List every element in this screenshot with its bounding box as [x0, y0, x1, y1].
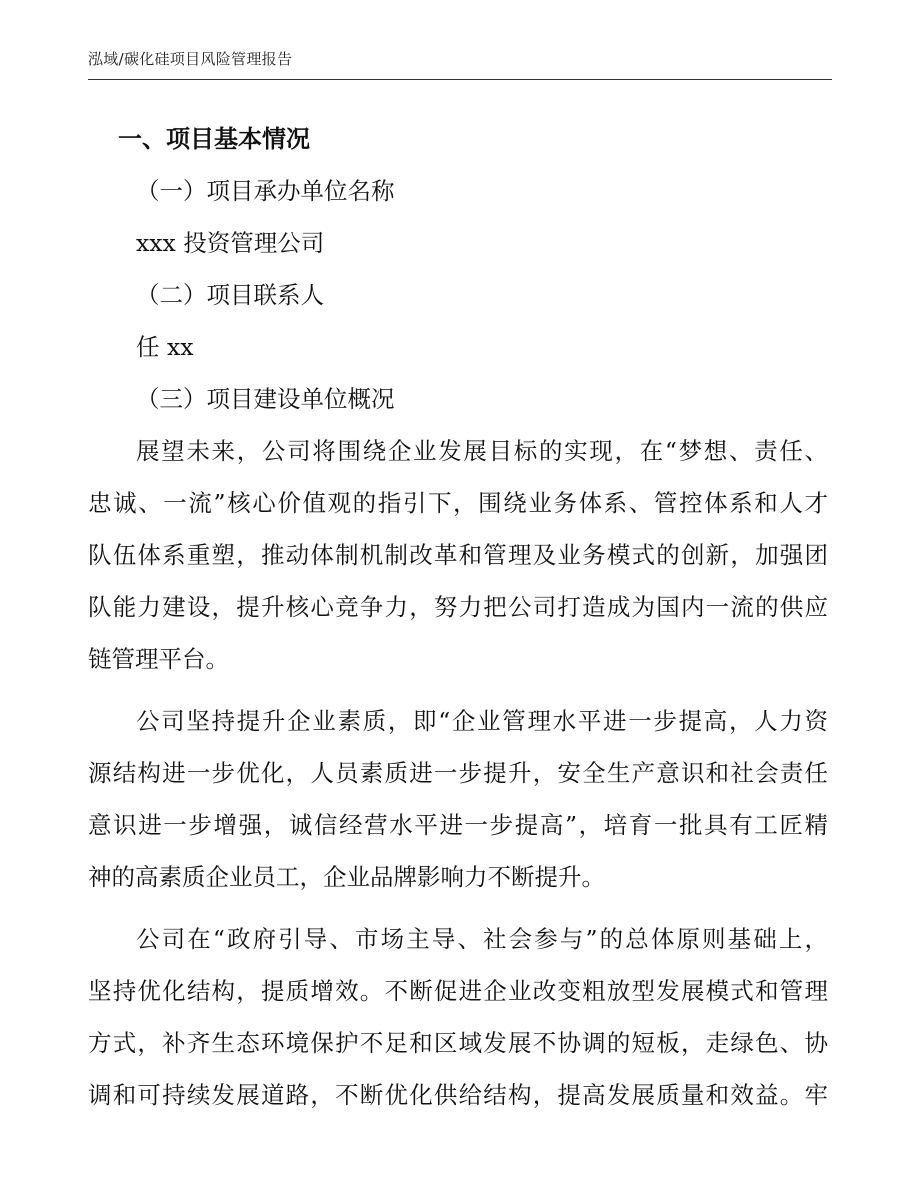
subsection-title-3: （三）项目建设单位概况 [136, 385, 395, 413]
document-body [88, 113, 828, 1121]
paragraph-1 [88, 425, 828, 685]
paragraph-line: 坚持优化结构，提质增效。不断促进企业改变粗放型发展模式和管理 [88, 977, 828, 1005]
contact-person: 任 xx [136, 333, 194, 361]
paragraph-spacer [88, 685, 828, 695]
section-heading: 一、项目基本情况 [118, 125, 310, 153]
paragraph-spacer [88, 903, 828, 913]
document-header-title: 泓域/碳化硅项目风险管理报告 [88, 50, 293, 68]
paragraph-2 [88, 695, 828, 903]
paragraph-line: 链管理平台。 [88, 645, 229, 673]
paragraph-line: 调和可持续发展道路，不断优化供给结构，提高发展质量和效益。牢 [88, 1081, 828, 1109]
paragraph-line: 意识进一步增强，诚信经营水平进一步提高”，培育一批具有工匠精 [88, 811, 828, 839]
paragraph-line: 忠诚、一流”核心价值观的指引下，围绕业务体系、管控体系和人才 [88, 489, 828, 517]
paragraph-line: 公司在“政府引导、市场主导、社会参与”的总体原则基础上， [136, 925, 828, 953]
paragraph-line: 展望未来，公司将围绕企业发展目标的实现，在“梦想、责任、 [136, 437, 828, 465]
paragraph-line: 源结构进一步优化，人员素质进一步提升，安全生产意识和社会责任 [88, 759, 828, 787]
paragraph-line: 公司坚持提升企业素质，即“企业管理水平进一步提高，人力资 [136, 707, 828, 735]
paragraph-line: 神的高素质企业员工，企业品牌影响力不断提升。 [88, 863, 605, 891]
subsection-title-2: （二）项目联系人 [136, 281, 324, 309]
header-divider [88, 79, 832, 80]
paragraph-3 [88, 913, 828, 1121]
company-name: xxx 投资管理公司 [136, 229, 325, 257]
paragraph-line: 队能力建设，提升核心竞争力，努力把公司打造成为国内一流的供应 [88, 593, 828, 621]
paragraph-line: 方式，补齐生态环境保护不足和区域发展不协调的短板，走绿色、协 [88, 1029, 828, 1057]
paragraph-line: 队伍体系重塑，推动体制机制改革和管理及业务模式的创新，加强团 [88, 541, 828, 569]
subsection-title-1: （一）项目承办单位名称 [136, 177, 395, 205]
